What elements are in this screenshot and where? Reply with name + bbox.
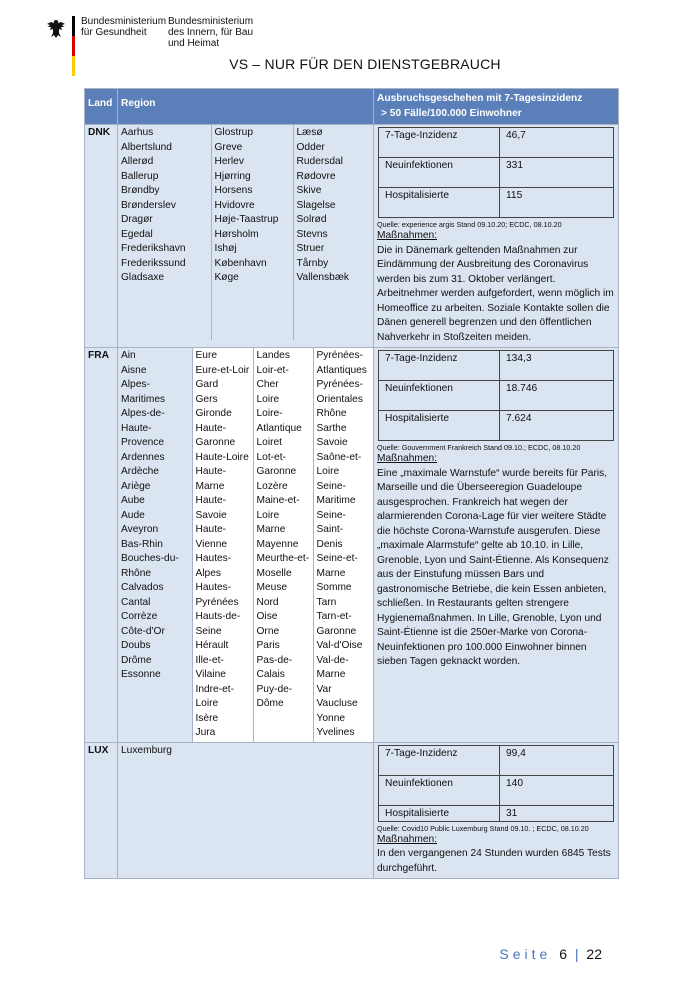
region-name: Somme bbox=[316, 582, 352, 593]
region-name: Eure bbox=[195, 350, 218, 361]
region-name: Bouches-du- bbox=[121, 553, 179, 564]
region-name: Slagelse bbox=[296, 199, 336, 211]
region-name: Hjørring bbox=[214, 170, 251, 182]
region-column bbox=[293, 125, 374, 340]
region-name: Marne bbox=[256, 524, 286, 535]
region-name: Loiret bbox=[256, 437, 282, 448]
region-name: Pas-de- bbox=[256, 654, 293, 666]
federal-eagle-icon bbox=[46, 18, 66, 40]
region-name: Horsens bbox=[214, 185, 253, 196]
region-name: Seine-et- bbox=[316, 553, 358, 564]
country-table bbox=[84, 88, 619, 879]
region-name: Rødovre bbox=[296, 170, 336, 182]
stat-value: 7.624 bbox=[500, 411, 614, 441]
region-name: Maritimes bbox=[121, 393, 166, 405]
table-row bbox=[85, 348, 619, 743]
region-name: Corrèze bbox=[121, 611, 158, 622]
region-name: Vallensbæk bbox=[296, 272, 349, 283]
region-column bbox=[118, 125, 211, 340]
region-name: Odder bbox=[296, 141, 325, 153]
region-name: Var bbox=[316, 683, 332, 695]
ministry-interior-name bbox=[168, 16, 308, 49]
region-name: Oise bbox=[256, 611, 278, 622]
region-name: Maritime bbox=[316, 495, 356, 506]
region-column bbox=[118, 348, 192, 742]
region-name: Ain bbox=[121, 350, 136, 361]
ministry-health-name bbox=[81, 16, 181, 38]
stats-row bbox=[379, 158, 614, 188]
header-ausbruch-line: Ausbruchsgeschehen mit 7-Tagesinzidenz bbox=[377, 93, 583, 104]
region-name: Gladsaxe bbox=[121, 272, 165, 283]
land-code: DNK bbox=[85, 125, 118, 348]
region-name: Rhône bbox=[316, 408, 347, 419]
stat-label: Hospitalisierte bbox=[379, 805, 500, 821]
region-name: Vilaine bbox=[195, 669, 226, 680]
region-column bbox=[253, 348, 313, 742]
region-name: Hvidovre bbox=[214, 199, 255, 211]
region-name: Ariège bbox=[121, 480, 151, 492]
ministry-health-line: für Gesundheit bbox=[81, 27, 147, 38]
region-name: Indre-et- bbox=[195, 683, 235, 695]
region-column bbox=[192, 348, 253, 742]
region-name: Seine- bbox=[316, 480, 346, 492]
region-name: Atlantiques bbox=[316, 364, 367, 376]
region-name: Brønderslev bbox=[121, 199, 176, 211]
region-name: Yonne bbox=[316, 712, 346, 724]
stat-value: 331 bbox=[500, 158, 614, 188]
region-name: Loir-et-Cher bbox=[256, 364, 289, 390]
region-name: Aveyron bbox=[121, 524, 159, 535]
region-name: Calvados bbox=[121, 582, 164, 593]
stats-row bbox=[379, 745, 614, 775]
ausbruch-cell bbox=[374, 125, 619, 348]
region-name: Cantal bbox=[121, 596, 151, 608]
region-name: Hautes- bbox=[195, 553, 232, 564]
stats-row bbox=[379, 411, 614, 441]
region-name: Mayenne bbox=[256, 538, 299, 550]
stat-label: Neuinfektionen bbox=[379, 381, 500, 411]
region-columns bbox=[118, 125, 374, 340]
stat-label: 7-Tage-Inzidenz bbox=[379, 745, 500, 775]
table-header-row bbox=[85, 89, 619, 125]
measures-heading: Maßnahmen: bbox=[377, 453, 438, 464]
region-name: Tarn bbox=[316, 596, 337, 608]
source-note: Quelle: experience argis Stand 09.10.20; ECDC, 08.10.20 bbox=[377, 220, 562, 229]
ausbruch-cell bbox=[374, 742, 619, 879]
region-name: Ille-et- bbox=[195, 654, 224, 666]
region-name: Seine-Saint- bbox=[316, 509, 346, 535]
seite-label: Seite bbox=[499, 946, 552, 962]
region-name: Aisne bbox=[121, 364, 147, 376]
region-name: Val-de- bbox=[316, 654, 349, 666]
region-name: Alpes- bbox=[121, 379, 150, 390]
region-name: Garonne bbox=[256, 466, 297, 477]
region-name: Stevns bbox=[296, 228, 328, 240]
region-name: Hérault bbox=[195, 640, 229, 651]
region-name: Haute- bbox=[195, 466, 227, 477]
stat-value: 46,7 bbox=[500, 128, 614, 158]
region-name: Ardennes bbox=[121, 451, 165, 463]
region-name: Landes bbox=[256, 350, 290, 361]
region-name: Moselle bbox=[256, 567, 292, 579]
region-name: Vienne bbox=[195, 538, 228, 550]
region-name: Hautes- bbox=[195, 582, 232, 593]
region-name: Pyrénées bbox=[195, 596, 239, 608]
region-name: Essonne bbox=[121, 669, 161, 680]
region-name: Orne bbox=[256, 625, 280, 637]
region-name: Yvelines bbox=[316, 727, 355, 738]
header-land: Land bbox=[85, 89, 118, 125]
region-name: Læsø bbox=[296, 127, 323, 138]
region-name: Tarn-et- bbox=[316, 611, 352, 622]
region-column bbox=[313, 348, 374, 742]
region-name: Atlantique bbox=[256, 422, 302, 434]
region-cell: Luxemburg bbox=[118, 742, 374, 879]
ministry-interior-line: Bundesministerium bbox=[168, 16, 254, 27]
region-name: Gers bbox=[195, 393, 218, 405]
region-name: Savoie bbox=[195, 509, 227, 521]
region-name: Rudersdal bbox=[296, 156, 343, 167]
region-name: Herlev bbox=[214, 156, 244, 167]
source-note: Quelle: Covid10 Public Luxemburg Stand 09.10. ; ECDC, 08.10.20 bbox=[377, 823, 589, 833]
region-name: Marne bbox=[316, 567, 346, 579]
region-name: Frederikssund bbox=[121, 257, 186, 269]
measures-text: Eine „maximale Warnstufe“ wurde bereits für Paris, Marseille und die Überseeregion Guadeloupe ausgesprochen. Frankreich hat wegen der alarmierenden Corona-Lage für vier weitere Städte die höchste Corona-Warnstufe ausgerufen. Diese „maximale Alarmstufe“ gelte ab 10.10. in Lille, Grenoble, Lyon und Saint-Étienne. Als Konsequenz aus der Einstufung müssen Bars und gastronomische Betriebe, die kein Essen anbieten, schließen. In Restaurants gelten strengere Hygienemaßnahmen. In Lille, Grenoble, Lyon und Saint-Étienne ist die 250er-Marke von Corona-Neuinfektionen pro 100.000 Einwohner binnen sieben Tagen geknackt worden. bbox=[377, 467, 609, 667]
region-name: Isère bbox=[195, 712, 219, 724]
region-name: Tårnby bbox=[296, 257, 329, 269]
page-footer bbox=[499, 946, 602, 962]
page-separator: | bbox=[574, 946, 579, 962]
stat-value: 18.746 bbox=[500, 381, 614, 411]
region-name: Loire bbox=[316, 466, 340, 477]
region-name: Haute- bbox=[195, 495, 227, 506]
region-name: Rhône bbox=[121, 567, 152, 579]
region-name: Garonne bbox=[316, 625, 357, 637]
region-name: Dôme bbox=[256, 698, 284, 709]
region-name: Bas-Rhin bbox=[121, 538, 163, 550]
region-name: Ardèche bbox=[121, 466, 159, 477]
region-name: Køge bbox=[214, 272, 239, 283]
land-code: FRA bbox=[85, 348, 118, 743]
region-name: Ballerup bbox=[121, 170, 159, 182]
region-name: Paris bbox=[256, 640, 280, 651]
region-name: Drôme bbox=[121, 654, 152, 666]
ministry-interior-line: des Innern, für Bau bbox=[168, 27, 254, 38]
region-name: Frederikshavn bbox=[121, 243, 186, 254]
region-name: Doubs bbox=[121, 640, 151, 651]
stat-label: Hospitalisierte bbox=[379, 188, 500, 218]
region-name: Struer bbox=[296, 243, 325, 254]
stat-label: 7-Tage-Inzidenz bbox=[379, 128, 500, 158]
region-name: Glostrup bbox=[214, 127, 254, 138]
region-name: Lot-et- bbox=[256, 451, 286, 463]
ausbruch-cell bbox=[374, 348, 619, 743]
region-name: Val-d'Oise bbox=[316, 640, 363, 651]
region-name: Aube bbox=[121, 495, 145, 506]
region-name: Aude bbox=[121, 509, 145, 521]
region-name: Albertslund bbox=[121, 141, 172, 153]
region-name: Skive bbox=[296, 185, 322, 196]
total-pages: 22 bbox=[586, 946, 602, 962]
source-note: Quelle: Gouvernment Frankreich Stand 09.10.; ECDC, 08.10.20 bbox=[377, 443, 581, 452]
stats-row bbox=[379, 805, 614, 821]
region-name: Solrød bbox=[296, 214, 327, 225]
region-name: Pyrénées- bbox=[316, 379, 363, 390]
flag-red bbox=[72, 36, 75, 56]
stat-value: 99,4 bbox=[500, 745, 614, 775]
region-name: Dragør bbox=[121, 214, 153, 225]
stats-row bbox=[379, 188, 614, 218]
stats-row bbox=[379, 775, 614, 805]
region-cell bbox=[118, 125, 374, 348]
stats-row bbox=[379, 351, 614, 381]
region-name: Haute- bbox=[195, 422, 227, 434]
ministry-health-line: Bundesministerium bbox=[81, 16, 167, 27]
region-name: Haute- bbox=[121, 422, 152, 434]
measures-heading: Maßnahmen: bbox=[377, 833, 438, 845]
stat-label: 7-Tage-Inzidenz bbox=[379, 351, 500, 381]
measures-text: In den vergangenen 24 Stunden wurden 6845 Tests durchgeführt. bbox=[377, 848, 611, 874]
measures-text: Die in Dänemark geltenden Maßnahmen zur Eindämmung der Ausbreitung des Coronavirus werden bis zum 31. Oktober verlängert. Arbeitnehmer werden aufgefordert, wenn möglich im Homeoffice zu arbeiten. Soziale Kontakte sollen die Dänen generell begrenzen und den öffentlichen Nahverkehr in Stoßzeiten meiden. bbox=[377, 244, 614, 343]
header-ausbruch-line: > 50 Fälle/100.000 Einwohner bbox=[381, 107, 522, 119]
region-name: Ishøj bbox=[214, 243, 237, 254]
stats-table bbox=[378, 127, 614, 218]
region-name: Meuse bbox=[256, 582, 288, 593]
region-name: Savoie bbox=[316, 437, 348, 448]
region-name: Brøndby bbox=[121, 185, 160, 196]
stat-value: 134,3 bbox=[500, 351, 614, 381]
region-name: Saône-et- bbox=[316, 451, 362, 463]
header-region: Region bbox=[118, 89, 374, 125]
stats-table bbox=[378, 350, 614, 441]
region-name: Hørsholm bbox=[214, 228, 259, 240]
ministry-interior-line: und Heimat bbox=[168, 38, 220, 49]
region-name: Côte-d'Or bbox=[121, 625, 165, 637]
region-name: Gard bbox=[195, 379, 219, 390]
region-name: Loire- bbox=[256, 408, 283, 419]
region-name: Marne bbox=[195, 480, 225, 492]
region-name: Calais bbox=[256, 669, 285, 680]
region-name: Denis bbox=[316, 538, 343, 550]
region-name: Haute- bbox=[195, 524, 227, 535]
land-code: LUX bbox=[85, 742, 118, 879]
stat-value: 115 bbox=[500, 188, 614, 218]
region-name: Gironde bbox=[195, 408, 232, 419]
region-column bbox=[211, 125, 293, 340]
region-name: Aarhus bbox=[121, 127, 154, 138]
region-name: Sarthe bbox=[316, 422, 347, 434]
region-name: Loire bbox=[195, 698, 219, 709]
header-ausbruch bbox=[374, 89, 619, 125]
measures-heading: Maßnahmen: bbox=[377, 230, 438, 241]
stats-table bbox=[378, 745, 614, 822]
flag-black bbox=[72, 16, 75, 36]
region-name: Høje-Taastrup bbox=[214, 214, 279, 225]
stat-label: Neuinfektionen bbox=[379, 775, 500, 805]
region-name: Pyrénées- bbox=[316, 350, 363, 361]
region-name: Vaucluse bbox=[316, 698, 358, 709]
region-name: Marne bbox=[316, 669, 346, 680]
region-name: Orientales bbox=[316, 393, 363, 405]
region-name: Loire bbox=[256, 393, 280, 405]
region-name: Loire bbox=[256, 509, 280, 521]
classification-label: VS – NUR FÜR DEN DIENSTGEBRAUCH bbox=[229, 56, 501, 72]
stat-value: 140 bbox=[500, 775, 614, 805]
stats-row bbox=[379, 128, 614, 158]
region-name: Maine-et- bbox=[256, 495, 300, 506]
region-name: Haute-Loire bbox=[195, 451, 249, 463]
region-name: Allerød bbox=[121, 156, 154, 167]
region-name: Provence bbox=[121, 437, 165, 448]
region-name: Garonne bbox=[195, 437, 236, 448]
region-name: Nord bbox=[256, 596, 279, 608]
stat-value: 31 bbox=[500, 805, 614, 821]
region-name: København bbox=[214, 257, 267, 269]
region-name: Meurthe-et- bbox=[256, 553, 310, 564]
region-name: Egedal bbox=[121, 228, 153, 240]
table-row bbox=[85, 742, 619, 879]
region-name: Greve bbox=[214, 141, 243, 153]
page-number: 6 bbox=[559, 946, 567, 962]
region-name: Puy-de- bbox=[256, 683, 293, 695]
region-name: Alpes-de- bbox=[121, 408, 165, 419]
region-name: Seine bbox=[195, 625, 222, 637]
region-cell bbox=[118, 348, 374, 743]
region-name: Lozère bbox=[256, 480, 288, 492]
region-name: Hauts-de- bbox=[195, 611, 241, 622]
region-columns bbox=[118, 348, 374, 742]
region-name: Alpes bbox=[195, 567, 221, 579]
region-name: Jura bbox=[195, 727, 216, 738]
table-row bbox=[85, 125, 619, 348]
region-name: Eure-et-Loir bbox=[195, 364, 250, 376]
stat-label: Neuinfektionen bbox=[379, 158, 500, 188]
stats-row bbox=[379, 381, 614, 411]
stat-label: Hospitalisierte bbox=[379, 411, 500, 441]
